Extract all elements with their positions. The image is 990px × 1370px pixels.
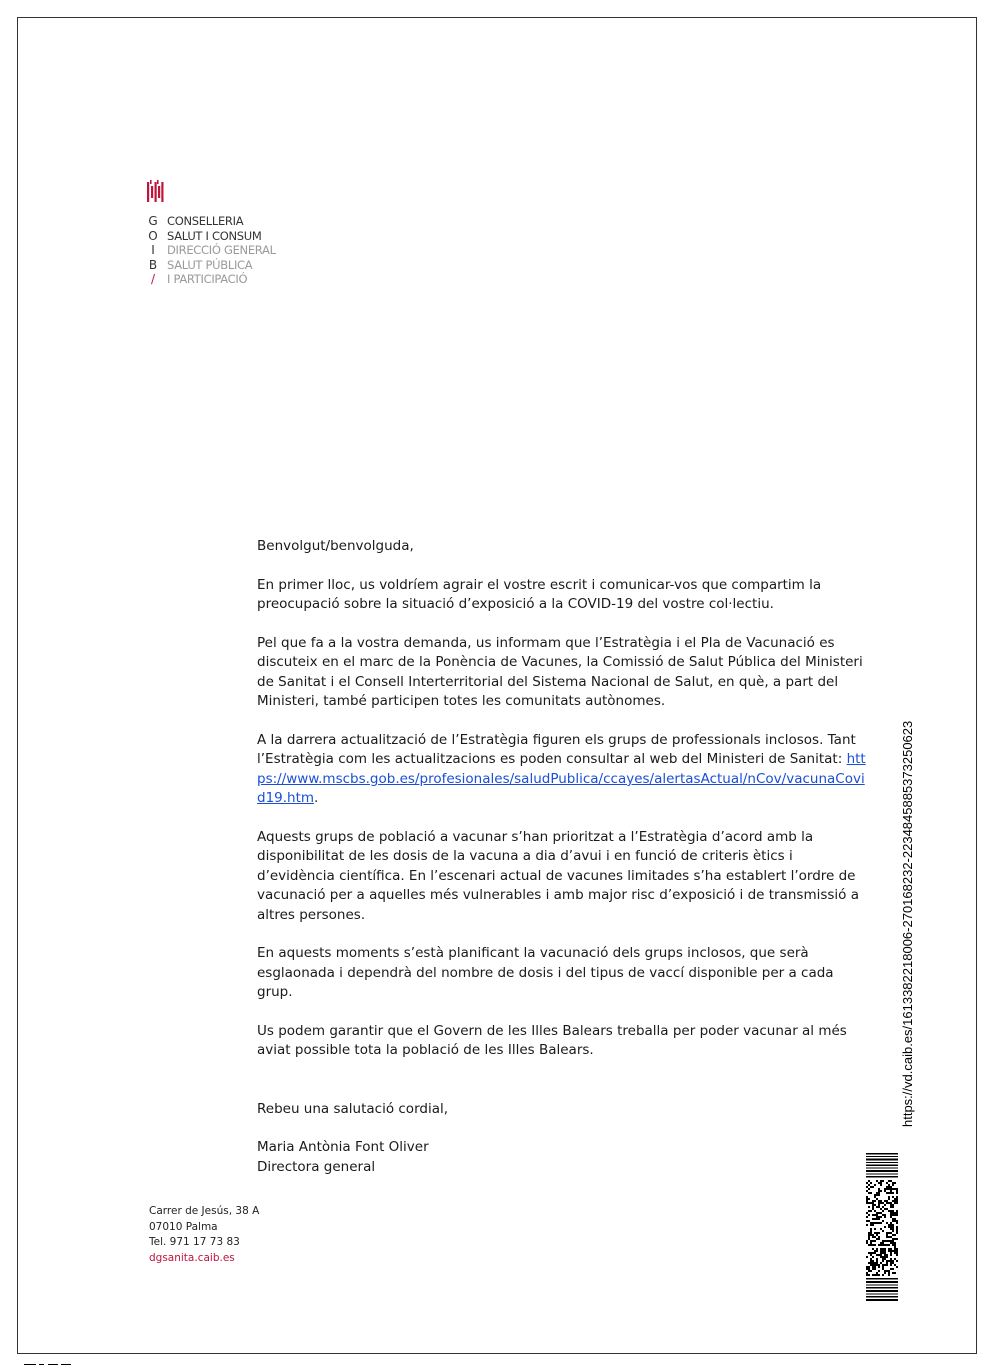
paragraph-with-link (257, 731, 869, 809)
footer-address (149, 1204, 259, 1266)
logo-line: CONSELLERIA (167, 214, 244, 228)
ministry-vaccine-link[interactable]: https://www.mscbs.gob.es/profesionales/saludPublica/ccayes/alertasActual/nCov/vacunaCovid19.htm (257, 751, 866, 807)
verification-barcode-icon (866, 1153, 898, 1301)
greeting: Benvolgut/benvolguda, (257, 538, 414, 554)
website-link[interactable]: dgsanita.caib.es (149, 1251, 235, 1264)
page-cut-mark (24, 1364, 84, 1370)
logo-line: I PARTICIPACIÓ (167, 272, 248, 287)
paragraph: En primer lloc, us voldríem agrair el vostre escrit i comunicar-vos que compartim la preocupació sobre la situació d’exposició a la COVID-19 del vostre col·lectiu. (257, 576, 822, 613)
department-name (167, 214, 276, 287)
goib-letters (146, 214, 160, 287)
paragraph: Aquests grups de població a vacunar s’han prioritzat a l’Estratègia d’acord amb la disponibilitat de les dosis de la vacuna a dia d’avui i en funció de criteris ètics i d’evidència científica. En l’escenari actual de vacunes limitades s’ha establert l’ordre de vacunació per a aquelles més vulnerables i amb major risc d’exposició i de transmissió a altres persones. (257, 829, 859, 923)
paragraph: Pel que fa a la vostra demanda, us informam que l’Estratègia i el Pla de Vacunació es discuteix en el marc de la Ponència de Vacunes, la Comissió de Salut Pública del Ministeri de Sanitat i el Consell Interterritorial del Sistema Nacional de Salut, en què, a part del Ministeri, també participen totes les comunitats autònomes. (257, 635, 863, 710)
signer-name: Maria Antònia Font Oliver (257, 1139, 429, 1156)
paragraph: En aquests moments s’està planificant la vacunació dels grups inclosos, que serà esglaonada i dependrà del nombre de dosis i del tipus de vaccí disponible per a cada grup. (257, 945, 834, 1001)
link-suffix: . (314, 790, 319, 807)
verification-url[interactable]: https://vd.caib.es/1613382218006-27016823​2-2234845885373250623 (900, 720, 915, 1127)
paragraph: Us podem garantir que el Govern de les Illes Balears treballa per poder vacunar al més aviat possible tota la població de les Illes Balears. (257, 1023, 847, 1059)
logo-line: DIRECCIÓ GENERAL (167, 243, 276, 258)
logo-line: SALUT I CONSUM (167, 228, 262, 243)
signer-title: Directora general (257, 1158, 376, 1175)
logo-letter: O (148, 228, 158, 243)
logo-letter: B (148, 257, 158, 272)
phone: Tel. 971 17 73 83 (149, 1236, 240, 1249)
spacer (257, 1080, 869, 1099)
goib-emblem-icon (146, 180, 164, 204)
logo-slash: / (150, 272, 156, 287)
paragraph-text: A la darrera actualització de l’Estratègia figuren els grups de professionals inclosos. Tant l’Estratègia com les actualitzacions es poden consultar al web del Ministeri de Sanitat: (257, 732, 856, 768)
logo-letter: G (148, 214, 158, 228)
closing: Rebeu una salutació cordial, (257, 1100, 449, 1117)
address-street: Carrer de Jesús, 38 A (149, 1205, 260, 1217)
logo-letter: I (151, 243, 155, 258)
logo-line: SALUT PÚBLICA (167, 257, 253, 272)
letter-body (257, 537, 869, 1177)
address-city: 07010 Palma (149, 1220, 218, 1233)
